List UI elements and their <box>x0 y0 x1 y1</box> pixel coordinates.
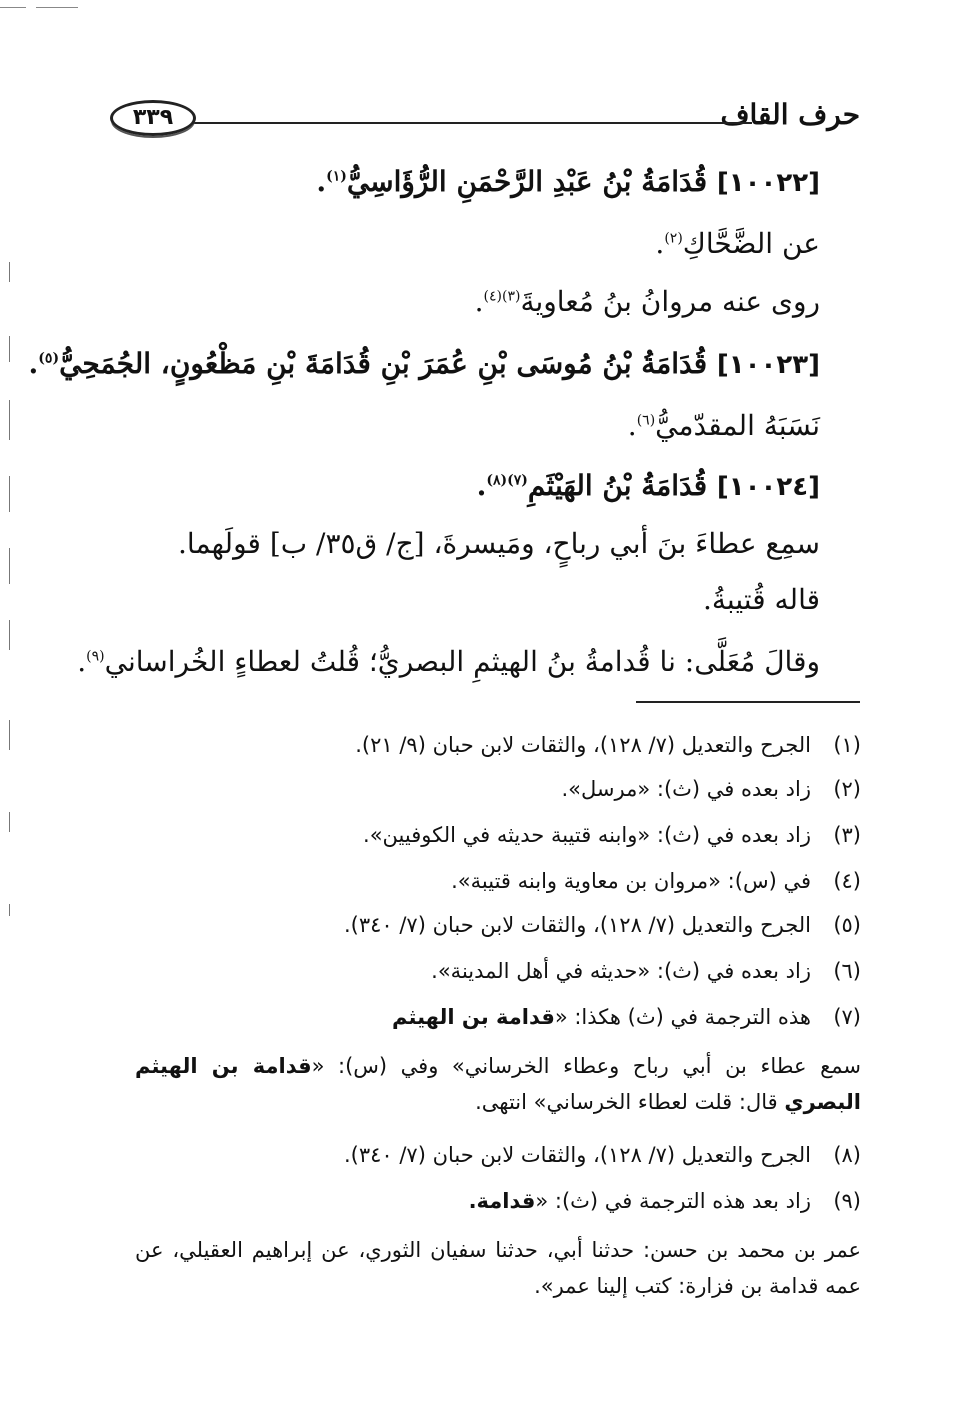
footnote-2 <box>561 774 861 804</box>
footnote-ref: (٢) <box>664 230 683 247</box>
header-rule <box>192 122 752 124</box>
text-line <box>110 582 820 618</box>
footnote-4 <box>451 866 861 896</box>
chapter-title: حرف القاف <box>720 98 860 131</box>
footnote-text: زاد بعده في (ث): «حديثه في أهل المدينة». <box>431 959 811 983</box>
footnote-number: (٨) <box>833 1143 861 1167</box>
footnote-text: الجرح والتعديل (٧/ ١٢٨)، والثقات لابن حبان (٩/ ٢١). <box>355 733 811 757</box>
text: عن الضَّحَّاكِ <box>682 227 820 260</box>
text: وقالَ مُعَلَّى: نا قُدامةُ بنُ الهيثمِ البصريُّ؛ قُلتُ لعطاءٍ الخُراساني <box>104 645 820 678</box>
footnote-7-continuation <box>135 1048 861 1120</box>
footnote-3 <box>363 820 861 850</box>
entry-heading: قُدَامَةُ بْنُ الهَيْثَمِ <box>527 469 717 502</box>
footnote-number: (٢) <box>833 777 861 801</box>
footnote-6 <box>431 956 861 986</box>
punctuation: . <box>77 645 87 678</box>
page-header <box>110 96 860 146</box>
footnote-text: زاد بعد هذه الترجمة في (ث): « <box>535 1189 811 1213</box>
footnote-number: (٦) <box>833 959 861 983</box>
entry-heading: قُدَامَةُ بْنُ مُوسَى بْنِ عُمَرَ بْنِ قُدَامَةَ بْنِ مَظْعُونٍ، الجُمَحِيُّ <box>59 347 717 380</box>
entry-number: [١٠٠٢٣] <box>716 350 820 380</box>
edge-tick <box>9 336 10 362</box>
footnote-text: في (س): «مروان بن معاوية وابنه قتيبة». <box>451 869 811 893</box>
edge-tick <box>9 476 10 512</box>
text: قاله قُتيبةُ. <box>702 583 820 616</box>
punctuation: . <box>476 469 487 502</box>
footnote-ref: (٧)(٨) <box>486 472 528 489</box>
entry-10024 <box>110 468 820 505</box>
footnote-text: سمع عطاء بن أبي رباح وعطاء الخرساني» وفي (س): « <box>311 1054 861 1078</box>
text: سمِع عطاءَ بنَ أبي رباحٍ، ومَيسرةَ، [ج/ ق٣٥/ ب] قولَهما. <box>178 527 820 560</box>
footnote-number: (٥) <box>833 913 861 937</box>
footnote-text: الجرح والتعديل (٧/ ١٢٨)، والثقات لابن حبان (٧/ ٣٤٠). <box>343 1143 811 1167</box>
footnote-ref: (٣)(٤) <box>483 288 521 305</box>
entry-10022 <box>110 164 820 201</box>
edge-tick <box>9 262 10 282</box>
entry-number: [١٠٠٢٤] <box>716 472 820 502</box>
footnote-ref: (٩) <box>86 648 105 665</box>
footnote-number: (١) <box>833 733 861 757</box>
corner-mark <box>0 7 26 8</box>
footnote-quote: قدامة بن الهيثم البصري <box>135 1054 861 1114</box>
text-line <box>110 226 820 262</box>
footnote-text: قال: قلت لعطاء الخرساني» انتهى. <box>475 1090 785 1114</box>
footnote-text: هذه الترجمة في (ث) هكذا: « <box>554 1005 811 1029</box>
punctuation: . <box>474 285 484 318</box>
footnote-7 <box>392 1002 861 1032</box>
footnote-quote: قدامة. <box>468 1189 536 1213</box>
footnote-ref: (١) <box>326 168 347 185</box>
edge-tick <box>9 548 10 584</box>
text-line <box>110 526 820 562</box>
footnote-9 <box>469 1186 861 1216</box>
footnote-9-continuation <box>135 1232 861 1304</box>
footnote-text: زاد بعده في (ث): «مرسل». <box>561 777 811 801</box>
text-line <box>77 644 820 680</box>
entry-number: [١٠٠٢٢] <box>716 168 820 198</box>
footnote-8 <box>344 1140 861 1170</box>
footnote-quote: قدامة بن الهيثم <box>392 1005 555 1029</box>
footnote-text: عمر بن محمد بن حسن: حدثنا أبي، حدثنا سفيان الثوري، عن إبراهيم العقيلي، عن عمه قدامة بن فزارة: كتب إلينا عمر». <box>135 1238 861 1298</box>
edge-tick <box>9 812 10 832</box>
punctuation: . <box>627 409 637 442</box>
text: روى عنه مروانُ بنُ مُعاويةَ <box>520 285 820 318</box>
corner-mark <box>36 7 78 8</box>
entry-10023 <box>28 346 820 383</box>
entry-heading: قُدَامَةُ بْنُ عَبْدِ الرَّحْمَنِ الرُّؤَاسِيُّ <box>346 165 717 198</box>
text: نَسَبَهُ المقدّميُّ <box>655 409 820 442</box>
footnote-text: الجرح والتعديل (٧/ ١٢٨)، والثقات لابن حبان (٧/ ٣٤٠). <box>343 913 811 937</box>
footnote-separator <box>636 701 860 703</box>
punctuation: . <box>316 165 327 198</box>
footnote-ref: (٥) <box>38 350 60 367</box>
footnote-ref: (٦) <box>636 412 656 429</box>
punctuation: . <box>655 227 665 260</box>
edge-tick <box>9 620 10 650</box>
page-number-badge: ٣٣٩ <box>110 100 196 136</box>
footnote-1 <box>355 730 861 760</box>
edge-tick <box>9 904 10 916</box>
edge-tick <box>9 720 10 750</box>
text-line <box>110 408 820 444</box>
footnote-number: (٩) <box>833 1189 861 1213</box>
footnote-text: زاد بعده في (ث): «وابنه قتيبة حديثه في الكوفيين». <box>363 823 811 847</box>
footnote-number: (٣) <box>833 823 861 847</box>
footnote-number: (٤) <box>833 869 861 893</box>
text-line <box>110 284 820 320</box>
edge-tick <box>9 400 10 440</box>
punctuation: . <box>28 347 39 380</box>
footnote-5 <box>344 910 861 940</box>
footnote-number: (٧) <box>833 1005 861 1029</box>
